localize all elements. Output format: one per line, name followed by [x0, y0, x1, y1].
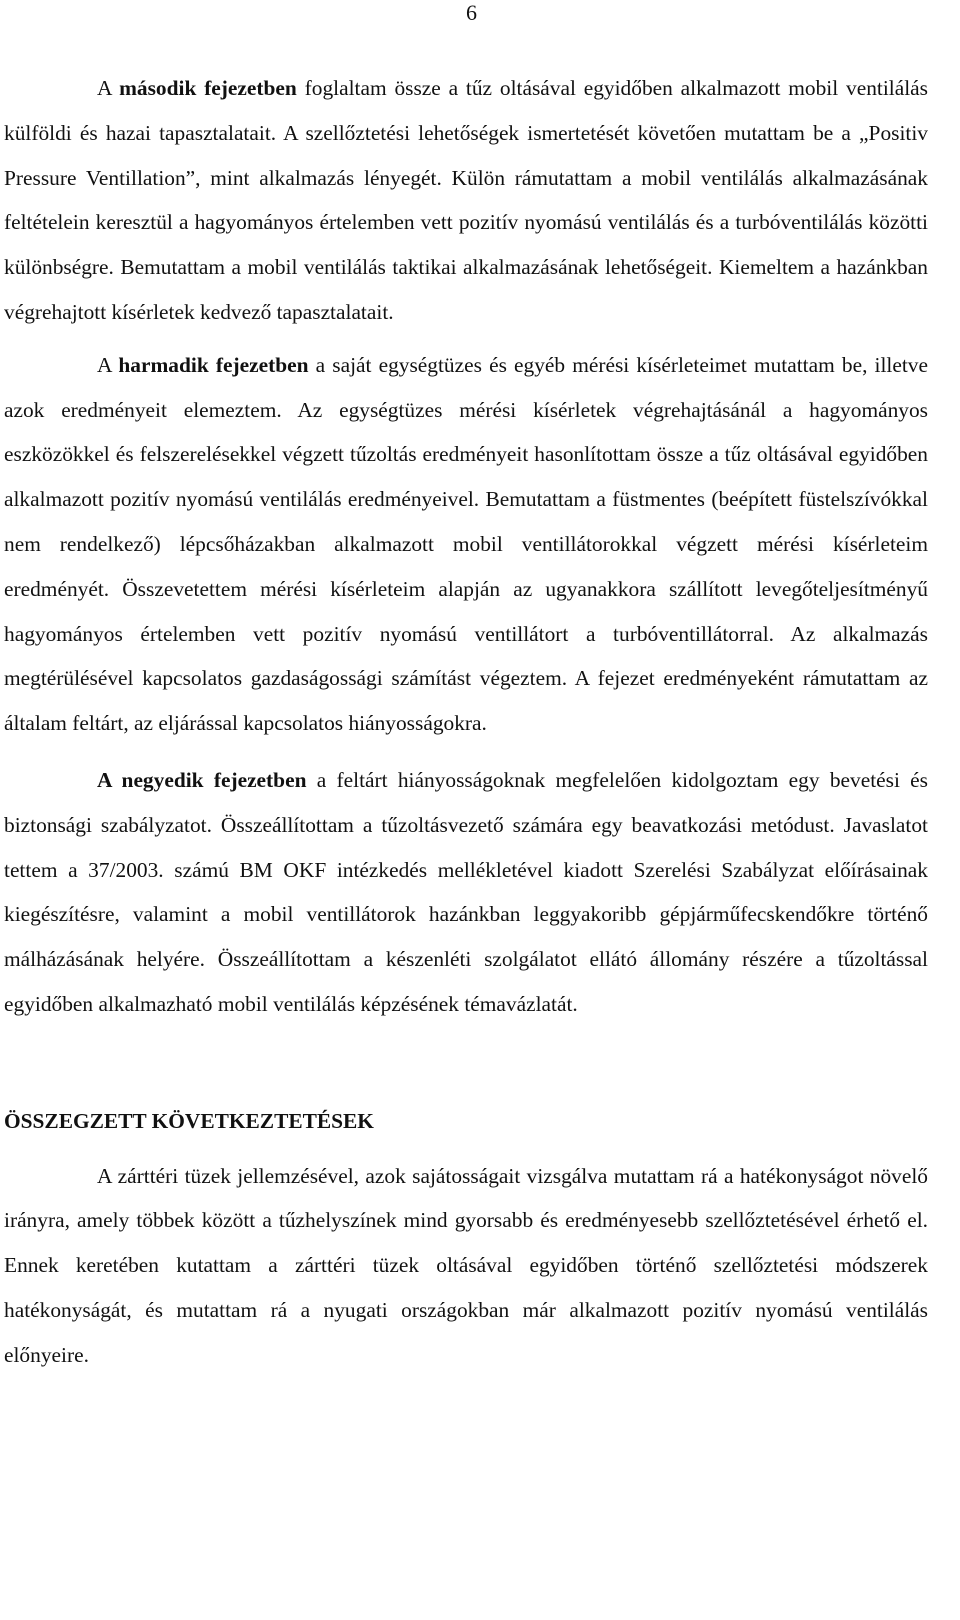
chapter-reference-bold: harmadik fejezetben [118, 352, 309, 377]
document-body [4, 66, 928, 1378]
paragraph-chapter-four [4, 758, 928, 1027]
section-heading: ÖSSZEGZETT KÖVETKEZTETÉSEK [4, 1108, 374, 1133]
paragraph-lead: A [97, 76, 120, 100]
paragraph-chapter-two [4, 66, 928, 335]
chapter-reference-bold: A negyedik fejezetben [97, 767, 307, 792]
paragraph-lead: A [97, 352, 119, 377]
page-number: 6 [466, 0, 477, 25]
chapter-reference-bold: második fejezetben [119, 76, 297, 100]
paragraph-summary: A zárttéri tüzek jellemzésével, azok sajátosságait vizsgálva mutattam rá a hatékonyságot növelő irányra, amely többek között a tűzhelyszínek mind gyorsabb és eredményesebb szellőztetésével érhető el. Ennek keretében kutattam a zárttéri tüzek oltásával egyidőben történő szellőztetési módszerek hatékonyságát, és mutattam rá a nyugati országokban már alkalmazott pozitív nyomású ventilálás előnyeire. [4, 1163, 928, 1367]
paragraph-text: foglaltam össze a tűz oltásával egyidőben alkalmazott mobil ventilálás külföldi és hazai tapasztalatait. A szellőztetési lehetőségek ismertetését követően mutattam be a „Positiv Pressure Ventillation”, mint alkalmazás lényegét. Külön rámutattam a mobil ventilálás alkalmazásának feltételein keresztül a hagyományos értelemben vett pozitív nyomású ventilálás és a turbóventilálás közötti különbségre. Bemutattam a mobil ventilálás taktikai alkalmazásának lehetőségeit. Kiemeltem a hazánkban végrehajtott kísérletek kedvező tapasztalatait. [4, 76, 928, 324]
paragraph-text: a feltárt hiányosságoknak megfelelően kidolgoztam egy bevetési és biztonsági szabályzatot. Összeállítottam a tűzoltásvezető számára egy beavatkozási metódust. Javaslatot tettem a 37/2003. számú BM OKF intézkedés mellékletével kiadott Szerelési Szabályzat előírásainak kiegészítésre, valamint a mobil ventillátorok hazánkban leggyakoribb gépjárműfecskendőkre történő málházásának helyére. Összeállítottam a készenléti szolgálatot ellátó állomány részére a tűzoltással egyidőben alkalmazható mobil ventilálás képzésének témavázlatát. [4, 767, 928, 1016]
paragraph-text: a saját egységtüzes és egyéb mérési kísérleteimet mutattam be, illetve azok eredményeit elemeztem. Az egységtüzes mérési kísérletek végrehajtásánál a hagyományos eszközökkel és felszerelésekkel végzett tűzoltás eredményeit hasonlítottam össze a tűz oltásával egyidőben alkalmazott pozitív nyomású ventilálás eredményeivel. Bemutattam a füstmentes (beépített füstelszívókkal nem rendelkező) lépcsőházakban alkalmazott mobil ventillátorokkal végzett mérési kísérleteim eredményét. Összevetettem mérési kísérleteim alapján az ugyanakkora szállított levegőteljesítményű hagyományos értelemben vett pozitív nyomású ventillátort a turbóventillátorral. Az alkalmazás megtérülésével kapcsolatos gazdaságossági számítást végeztem. A fejezet eredményeként rámutattam az általam feltárt, az eljárással kapcsolatos hiányosságokra. [4, 352, 928, 736]
paragraph-chapter-three [4, 343, 928, 746]
